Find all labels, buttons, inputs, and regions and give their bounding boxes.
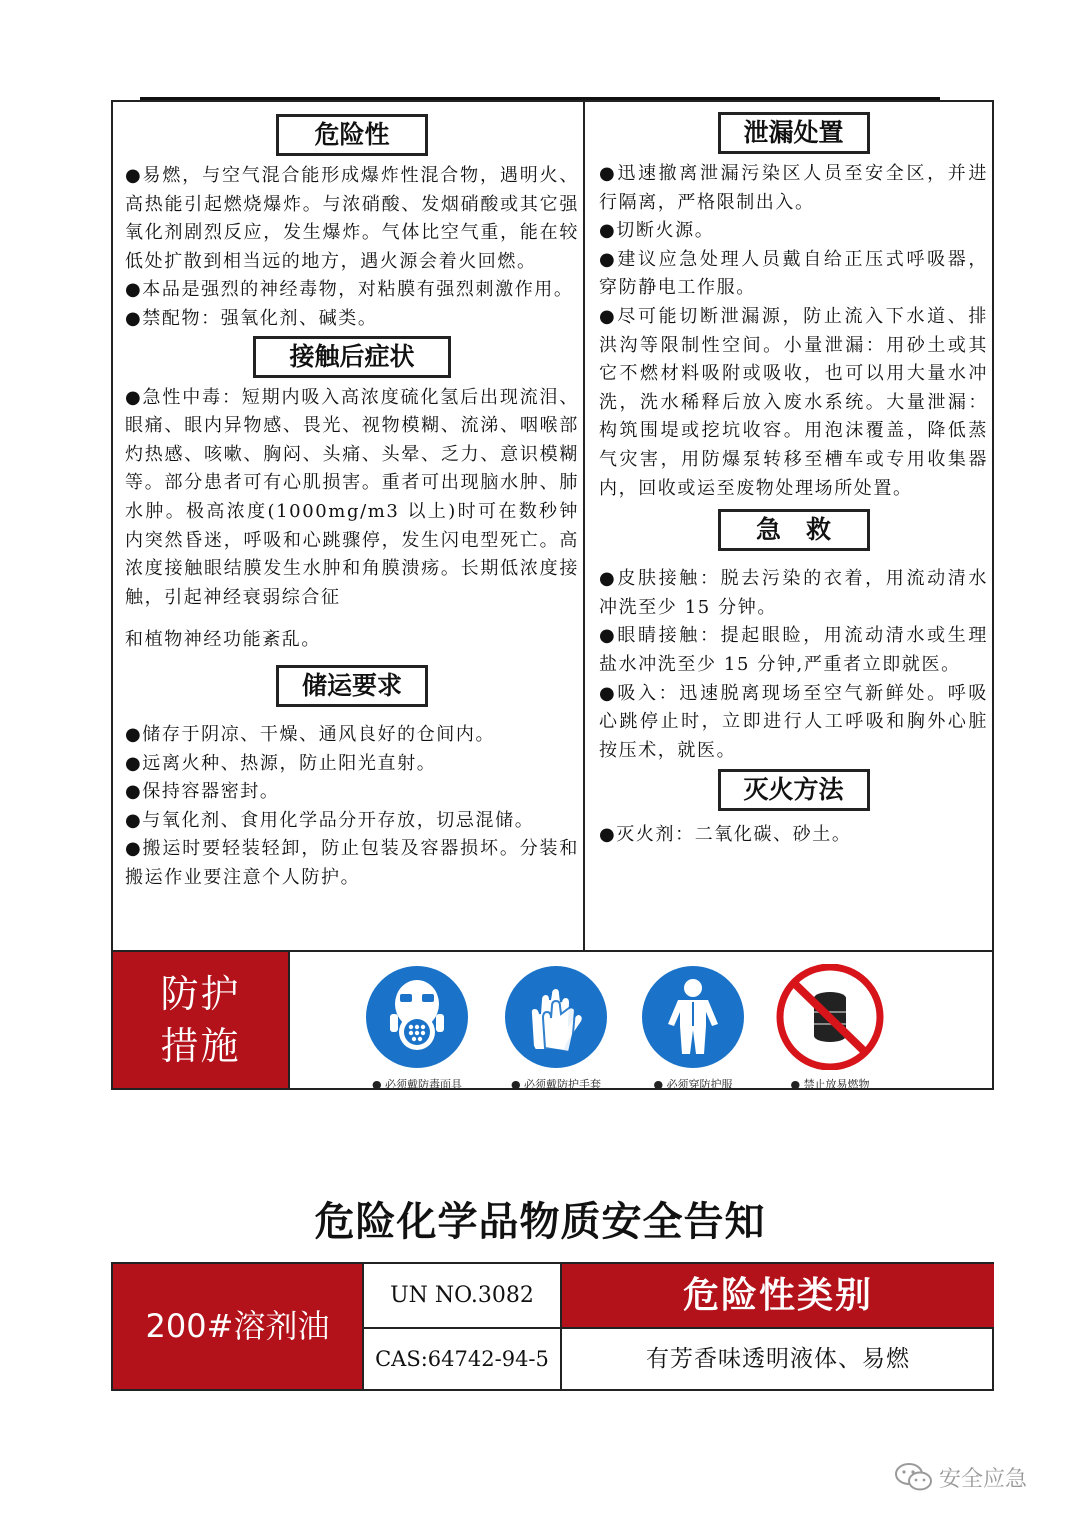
symptoms-title: 接触后症状	[253, 336, 451, 378]
identity-table	[111, 1262, 994, 1391]
storage-para-5: ●搬运时要轻装轻卸，防止包装及容器损坏。分装和搬运作业要注意个人防护。	[125, 838, 579, 888]
hazard-para-3: ●禁配物：强氧化剂、碱类。	[125, 307, 378, 329]
right-column	[585, 102, 992, 950]
fire-title: 灭火方法	[718, 769, 870, 811]
symptoms-para-2: 和植物神经功能紊乱。	[125, 629, 321, 651]
firstaid-para-1: ●皮肤接触：脱去污染的衣着，用流动清水冲洗至少 15 分钟。	[599, 568, 988, 618]
hazard-para-2: ●本品是强烈的神经毒物，对粘膜有强烈刺激作用。	[125, 279, 574, 301]
fire-para-1: ●灭火剂：二氧化碳、砂土。	[599, 824, 852, 846]
protection-label-line1: 防护	[160, 972, 241, 1016]
storage-para-4: ●与氧化剂、食用化学品分开存放，切忌混储。	[125, 809, 535, 831]
notice-title: 危险化学品物质安全告知	[314, 1198, 766, 1245]
hazard-para-1: ●易燃，与空气混合能形成爆炸性混合物，遇明火、高热能引起燃烧爆炸。与浓硝酸、发烟硝酸或其它强氧化剂剧烈反应，发生爆炸。气体比空气重，能在较低处扩散到相当远的地方，遇火源会着火回燃。	[125, 165, 579, 272]
sign-gas-mask	[361, 964, 473, 1092]
storage-para-1: ●储存于阴凉、干燥、通风良好的仓间内。	[125, 723, 496, 745]
sign-caption-gloves: ● 必须戴防护手套	[510, 1078, 602, 1091]
protection-band	[113, 952, 992, 1091]
sign-caption-suit: ● 必须穿防护服	[653, 1078, 733, 1091]
sign-gloves	[500, 964, 612, 1092]
leak-para-4: ●尽可能切断泄漏源，防止流入下水道、排洪沟等限制性空间。小量泄漏：用砂土或其它不燃材料吸附或吸收，也可以用大量水冲洗，洗水稀释后放入废水系统。大量泄漏：构筑围堤或挖坑收容。用泡沫覆盖，降低蒸气灾害，用防爆泵转移至槽车或专用收集器内，回收或运至废物处理场所处置。	[599, 305, 988, 499]
protection-label-line2: 措施	[160, 1024, 241, 1068]
sign-no-flammable	[774, 964, 886, 1092]
protection-separator	[288, 952, 290, 1088]
sign-caption-gas-mask: ● 必须戴防毒面具	[371, 1078, 463, 1091]
un-number: UN NO.3082	[390, 1283, 534, 1308]
storage-para-2: ●远离火种、热源，防止阳光直射。	[125, 752, 437, 774]
sign-suit	[637, 964, 749, 1092]
gloves-icon	[503, 964, 609, 1070]
sign-caption-no-flammable: ● 禁止放易燃物	[790, 1078, 870, 1091]
wechat-icon	[895, 1462, 933, 1492]
cas-number: CAS:64742-94-5	[375, 1347, 549, 1371]
storage-para-3: ●保持容器密封。	[125, 781, 280, 803]
no-flammable-barrel-icon	[775, 964, 885, 1070]
left-column	[113, 102, 583, 950]
hazard-category-value: 有芳香味透明液体、易燃	[646, 1346, 910, 1372]
watermark	[895, 1460, 1027, 1494]
leak-title: 泄漏处置	[718, 112, 870, 154]
firstaid-para-2: ●眼睛接触：提起眼睑，用流动清水或生理盐水冲洗至少 15 分钟,严重者立即就医。	[599, 625, 988, 675]
protection-label	[113, 952, 288, 1088]
leak-para-3: ●建议应急处理人员戴自给正压式呼吸器，穿防静电工作服。	[599, 248, 988, 299]
leak-para-2: ●切断火源。	[599, 220, 715, 242]
symptoms-para-1: ●急性中毒：短期内吸入高浓度硫化氢后出现流泪、眼痛、眼内异物感、畏光、视物模糊、流涕、咽喉部灼热感、咳嗽、胸闷、头痛、头晕、乏力、意识模糊等。部分患者可有心肌损害。重者可出现脑水肿、肺水肿。极高浓度(1000mg/m3 以上)时可在数秒钟内突然昏迷，呼吸和心跳骤停，发生闪电型死亡。高浓度接触眼结膜发生水肿和角膜溃疡。长期低浓度接触，引起神经衰弱综合征	[125, 386, 579, 608]
hazard-title: 危险性	[276, 114, 428, 156]
watermark-text: 安全应急	[939, 1466, 1028, 1492]
firstaid-para-3: ●吸入：迅速脱离现场至空气新鲜处。呼吸心跳停止时，立即进行人工呼吸和胸外心脏按压术，就医。	[599, 682, 988, 761]
storage-title: 储运要求	[276, 665, 428, 707]
msds-grid	[111, 100, 994, 1090]
firstaid-title: 急 救	[718, 509, 870, 551]
leak-para-1: ●迅速撤离泄漏污染区人员至安全区，并进行隔离，严格限制出入。	[599, 163, 988, 213]
hazard-category-label: 危险性类别	[562, 1264, 994, 1327]
chemical-name: 200#溶剂油	[113, 1264, 362, 1389]
protective-suit-icon	[640, 964, 746, 1070]
gas-mask-icon	[364, 964, 470, 1070]
